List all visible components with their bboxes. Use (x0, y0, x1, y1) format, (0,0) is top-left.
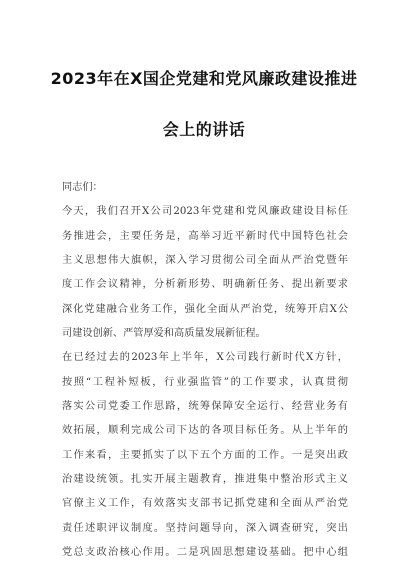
body-line: 主义思想伟大旗帜，深入学习贯彻公司全面从严治党暨年 (62, 255, 348, 267)
body-line: 党总支政治核心作用。二是巩固思想建设基础。把中心组 (62, 547, 348, 559)
body-line: 按照“工程补短板，行业强监管”的工作要求，认真贯彻 (62, 376, 348, 388)
body-line: 度工作会议精神，分析新形势、明确新任务、提出新要求 (62, 279, 348, 291)
body-line: 今天，我们召开X公司2023年党建和党风廉政建设目标任 (62, 206, 348, 218)
document-body (62, 176, 348, 566)
body-line: 治建设统领。扎实开展主题教育，推进集中整治形式主义 (62, 474, 348, 486)
body-line: 在已经过去的2023年上半年，X公司践行新时代X方针， (62, 352, 348, 364)
body-line: 效拓展，顺利完成公司下达的各项目标任务。从上半年的 (62, 425, 348, 437)
body-line: 工作来看，主要抓实了以下五个方面的工作。一是突出政 (62, 449, 348, 461)
document-title-line-1: 2023年在X国企党建和党风廉政建设推进 (50, 69, 358, 88)
body-line: 落实公司党委工作思路，统筹保障安全运行、经营业务有 (62, 401, 348, 413)
document-title-line-2: 会上的讲话 (162, 120, 246, 139)
body-line: 务推进会，主要任务是，高举习近平新时代中国特色社会 (62, 230, 348, 242)
body-line: 官僚主义工作，有效落实支部书记抓党建和全面从严治党 (62, 498, 348, 510)
body-line: 司建设创新、严管厚爱和高质量发展新征程。 (62, 328, 266, 340)
body-line: 责任述职评议制度。坚持问题导向，深入调查研究，突出 (62, 522, 348, 534)
body-line: 深化党建融合业务工作，强化全面从严治党，统筹开启X公 (62, 303, 348, 315)
salutation: 同志们： (62, 182, 103, 193)
